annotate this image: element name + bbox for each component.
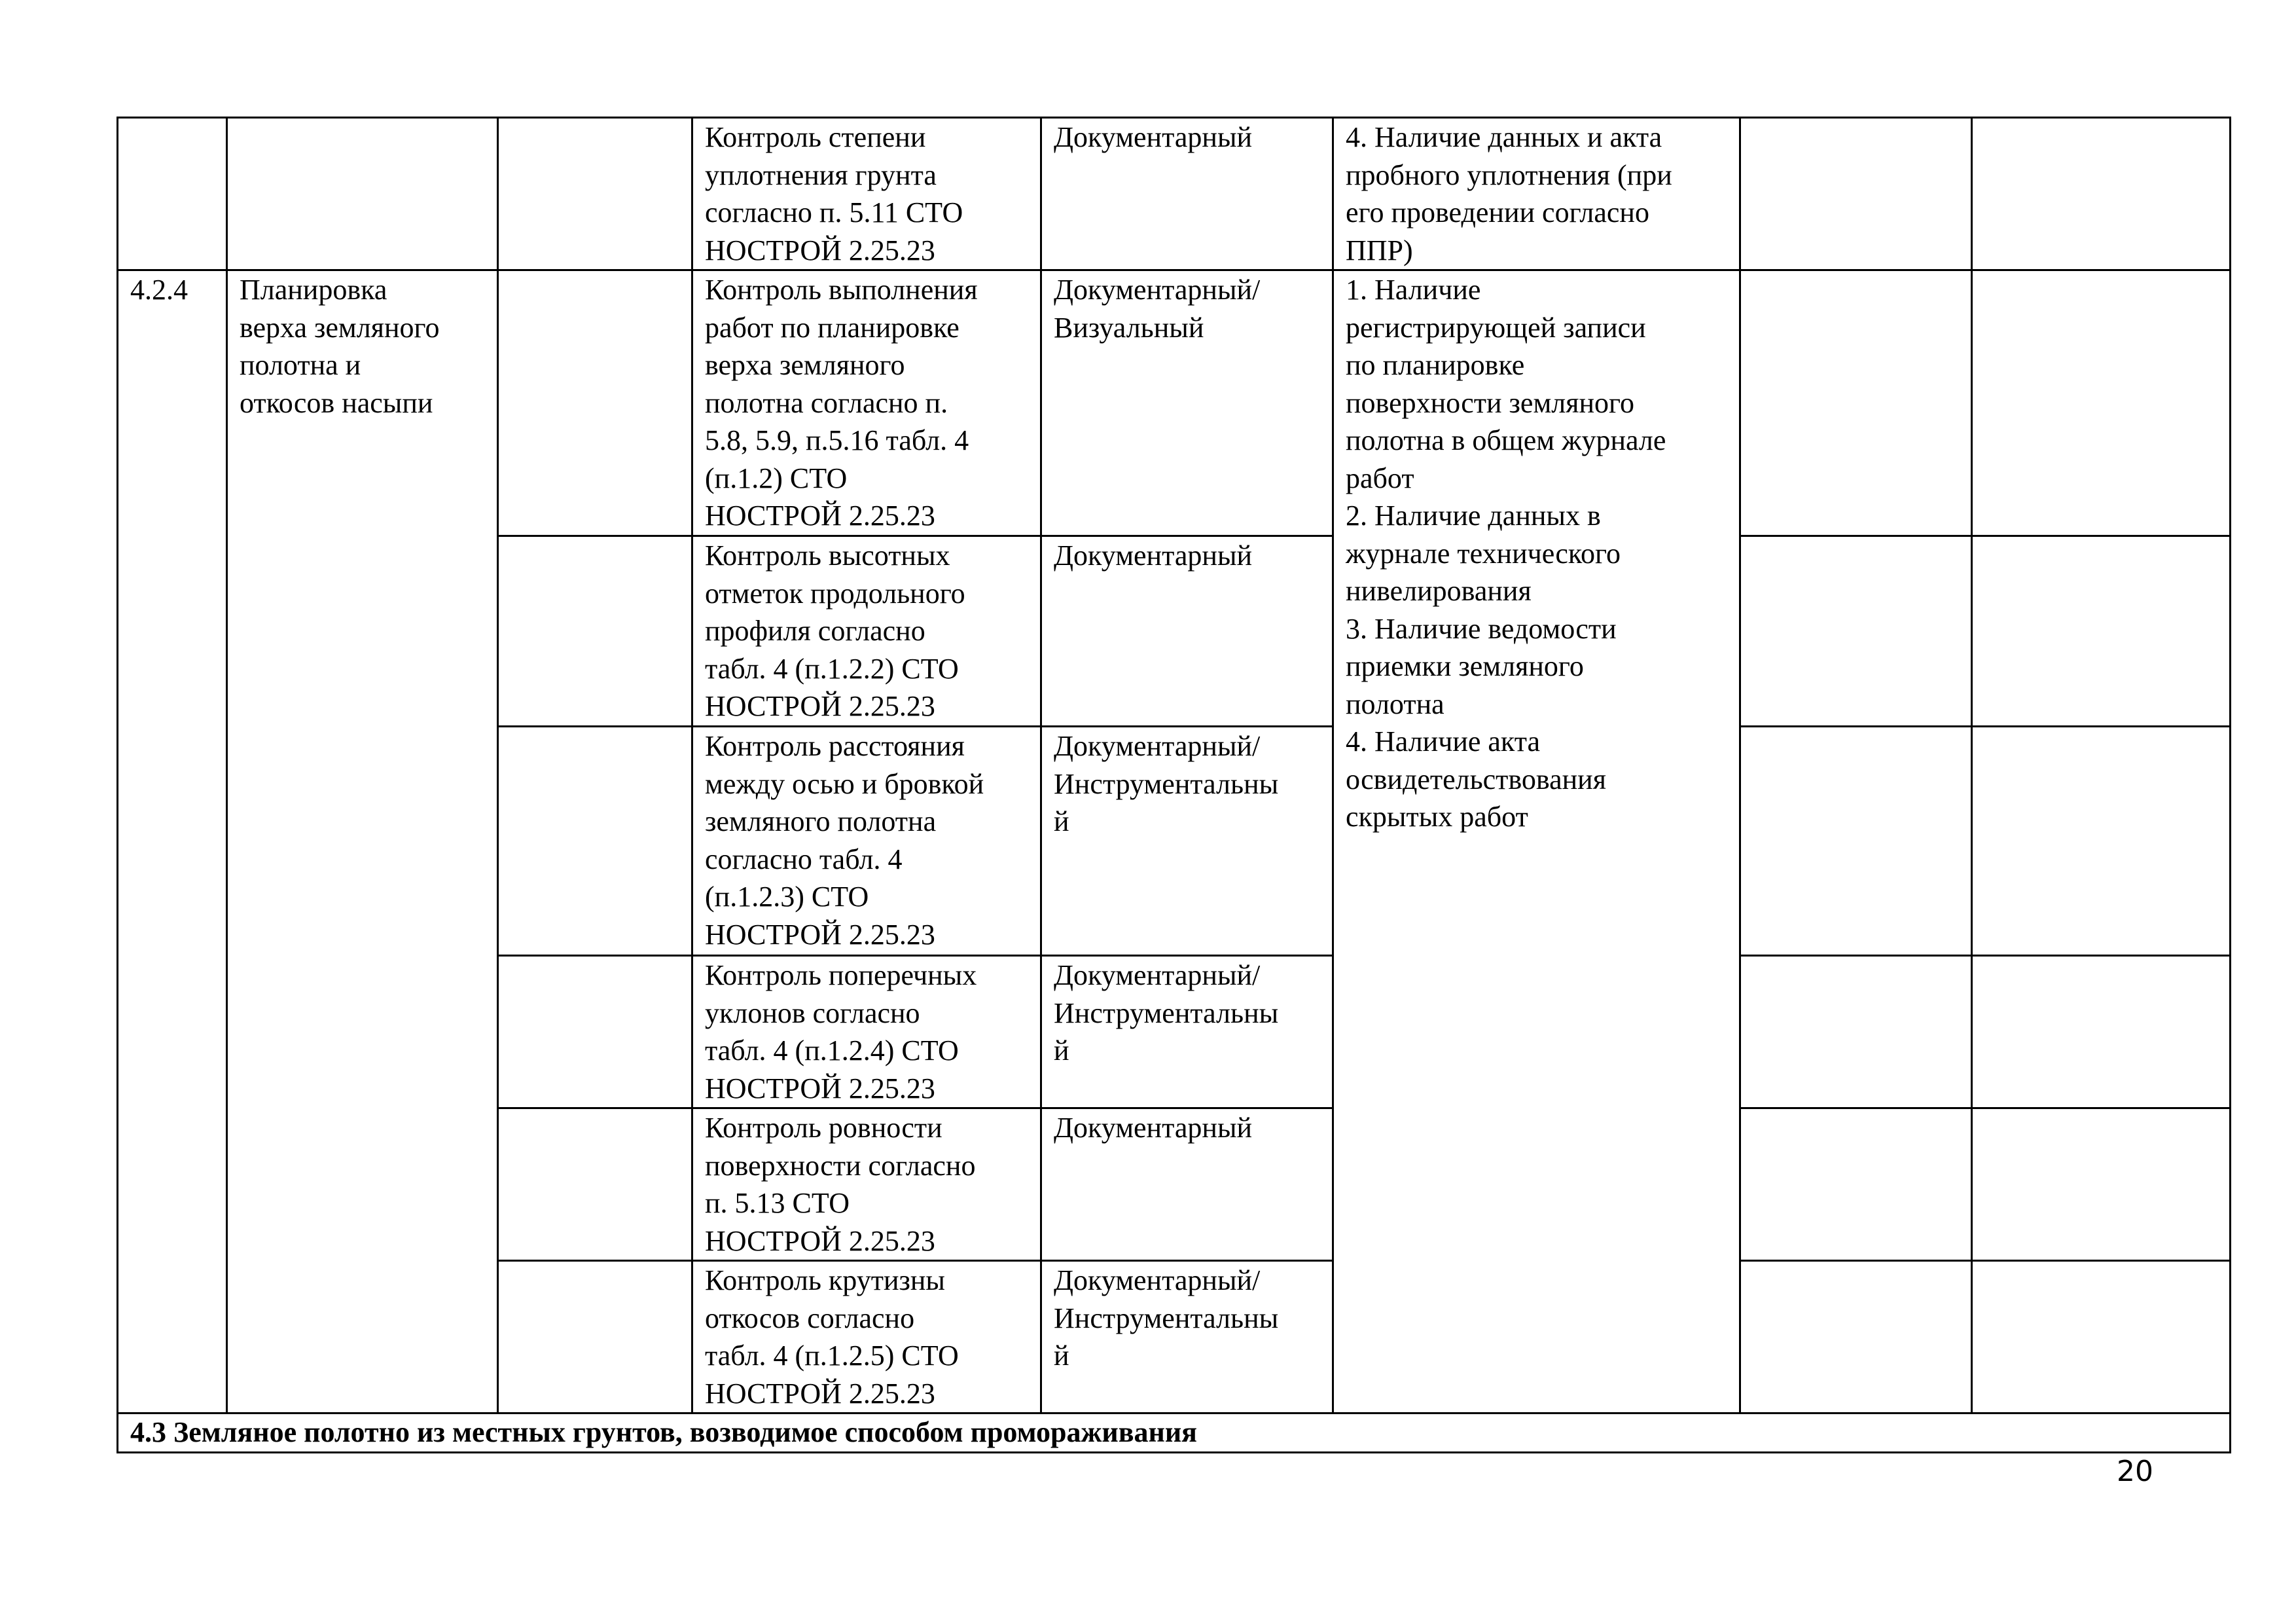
- method-text: Документарный: [1054, 121, 1253, 153]
- control-item-text: Контроль расстояния между осью и бровкой земляного полотна согласно табл. 4 (п.1.2.3) СТО НОСТРОЙ 2.25.23: [705, 730, 984, 951]
- control-item-cell: [692, 956, 1041, 1108]
- method-text: Документарный: [1054, 539, 1253, 572]
- control-item-text: Контроль выполнения работ по планировке верха земляного полотна согласно п. 5.8, 5.9, п.5.16 табл. 4 (п.1.2) СТО НОСТРОЙ 2.25.23: [705, 274, 978, 532]
- group-number-cell: [118, 270, 227, 1413]
- section-heading: 4.3 Земляное полотно из местных грунтов, возводимое способом промораживания: [118, 1413, 2231, 1453]
- blank-cell: [1740, 1108, 1972, 1261]
- blank-cell: [1740, 536, 1972, 727]
- method-text: Документарный/ Инструментальны й: [1054, 730, 1279, 837]
- blank-cell: [1972, 536, 2231, 727]
- blank-cell: [1972, 118, 2231, 270]
- blank-cell: [1972, 1108, 2231, 1261]
- blank-cell: [498, 1108, 692, 1261]
- method-cell: [1041, 118, 1333, 270]
- control-table: [117, 117, 2231, 1453]
- blank-cell: [1972, 727, 2231, 956]
- blank-cell: [498, 270, 692, 536]
- control-item-cell: [692, 270, 1041, 536]
- method-text: Документарный/ Визуальный: [1054, 274, 1261, 344]
- control-item-text: Контроль степени уплотнения грунта согласно п. 5.11 СТО НОСТРОЙ 2.25.23: [705, 121, 963, 266]
- blank-cell: [498, 1261, 692, 1413]
- blank-cell: [1740, 1261, 1972, 1413]
- control-item-text: Контроль ровности поверхности согласно п. 5.13 СТО НОСТРОЙ 2.25.23: [705, 1112, 976, 1257]
- blank-cell: [1740, 956, 1972, 1108]
- method-text: Документарный: [1054, 1112, 1253, 1144]
- blank-cell: [1740, 270, 1972, 536]
- stage-cell: [227, 118, 498, 270]
- control-item-text: Контроль поперечных уклонов согласно табл. 4 (п.1.2.4) СТО НОСТРОЙ 2.25.23: [705, 959, 977, 1104]
- control-item-cell: [692, 118, 1041, 270]
- group-number: 4.2.4: [130, 274, 188, 306]
- table-row: [118, 118, 2231, 270]
- group-documents-text: 1. Наличие регистрирующей записи по планировке поверхности земляного полотна в общем журнале работ 2. Наличие данных в журнале технического нивелирования 3. Наличие ведомости приемки земляного полотна 4. Наличие акта освидетельствования скрытых работ: [1346, 274, 1666, 833]
- blank-cell: [498, 118, 692, 270]
- blank-cell: [498, 727, 692, 956]
- control-item-cell: [692, 1108, 1041, 1261]
- control-item-text: Контроль высотных отметок продольного профиля согласно табл. 4 (п.1.2.2) СТО НОСТРОЙ 2.25.23: [705, 539, 965, 722]
- method-text: Документарный/ Инструментальны й: [1054, 1264, 1279, 1372]
- blank-cell: [1740, 118, 1972, 270]
- blank-cell: [498, 536, 692, 727]
- blank-cell: [1972, 1261, 2231, 1413]
- blank-cell: [498, 956, 692, 1108]
- table-row: [118, 270, 2231, 536]
- method-cell: [1041, 1108, 1333, 1261]
- method-cell: [1041, 727, 1333, 956]
- control-item-cell: [692, 536, 1041, 727]
- group-title-cell: [227, 270, 498, 1413]
- method-cell: [1041, 536, 1333, 727]
- control-item-text: Контроль крутизны откосов согласно табл. 4 (п.1.2.5) СТО НОСТРОЙ 2.25.23: [705, 1264, 959, 1410]
- method-cell: [1041, 1261, 1333, 1413]
- section-heading-row: [118, 1413, 2231, 1453]
- method-cell: [1041, 270, 1333, 536]
- group-documents-cell: [1333, 270, 1740, 1413]
- control-item-cell: [692, 1261, 1041, 1413]
- blank-cell: [1740, 727, 1972, 956]
- group-title: Планировка верха земляного полотна и откосов насыпи: [240, 274, 440, 419]
- method-text: Документарный/ Инструментальны й: [1054, 959, 1279, 1067]
- blank-cell: [1972, 956, 2231, 1108]
- document-text: 4. Наличие данных и акта пробного уплотнения (при его проведении согласно ППР): [1346, 121, 1672, 266]
- control-item-cell: [692, 727, 1041, 956]
- blank-cell: [1972, 270, 2231, 536]
- document-cell: [1333, 118, 1740, 270]
- number-cell: [118, 118, 227, 270]
- method-cell: [1041, 956, 1333, 1108]
- page-number: 20: [2117, 1455, 2153, 1488]
